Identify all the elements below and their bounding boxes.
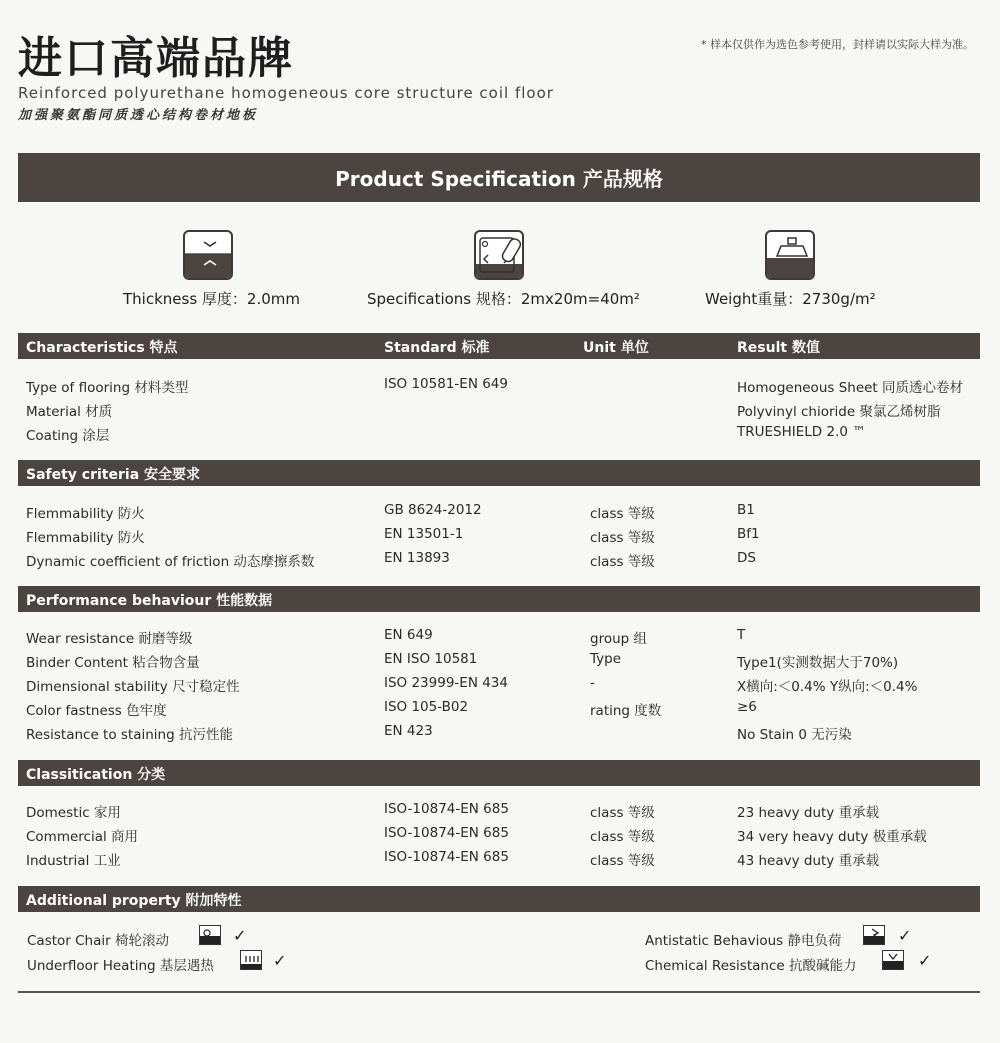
cell-standard: ISO 23999-EN 434 — [384, 675, 508, 691]
thickness-icon — [183, 230, 233, 280]
cell-result: DS — [737, 550, 756, 566]
table-row — [18, 696, 980, 720]
underfloor-heating-icon — [240, 950, 262, 970]
cell-characteristic: Domestic 家用 — [26, 805, 121, 821]
table-row — [18, 523, 980, 547]
column-unit: Unit 单位 — [583, 340, 649, 356]
cell-characteristic: Resistance to staining 抗污性能 — [26, 727, 233, 743]
subtitle-english: Reinforced polyurethane homogeneous core structure coil floor — [18, 84, 554, 102]
cell-result: No Stain 0 无污染 — [737, 727, 852, 743]
column-result: Result 数值 — [737, 340, 820, 356]
underfloor-heating-check: ✓ — [273, 951, 287, 970]
cell-result: 43 heavy duty 重承载 — [737, 853, 880, 869]
cell-standard: EN 423 — [384, 723, 433, 739]
cell-characteristic: Industrial 工业 — [26, 853, 121, 869]
column-characteristics: Characteristics 特点 — [26, 340, 178, 356]
table-row — [18, 624, 980, 648]
cell-result: TRUESHIELD 2.0 ™ — [737, 424, 866, 440]
cell-unit: class 等级 — [590, 530, 655, 546]
cell-characteristic: Flemmability 防火 — [26, 506, 145, 522]
table-row — [18, 499, 980, 523]
table-row — [18, 373, 980, 397]
cell-result: Homogeneous Sheet 同质透心卷材 — [737, 380, 964, 396]
additional-header — [18, 886, 980, 912]
cell-standard: ISO 105-B02 — [384, 699, 469, 715]
table-row — [18, 720, 980, 744]
cell-characteristic: Dimensional stability 尺寸稳定性 — [26, 679, 240, 695]
table-row — [18, 397, 980, 421]
table-row — [18, 822, 980, 846]
weight-icon — [765, 230, 815, 280]
section-title: Safety criteria 安全要求 — [26, 467, 201, 483]
cell-unit: - — [590, 675, 595, 691]
cell-result: ≥6 — [737, 699, 757, 715]
castor-chair-icon — [199, 925, 221, 945]
antistatic-label: Antistatic Behavious 静电负荷 — [645, 933, 842, 949]
bottom-divider — [18, 991, 980, 993]
cell-standard: EN 13893 — [384, 550, 450, 566]
castor-chair-check: ✓ — [233, 926, 247, 945]
cell-result: 34 very heavy duty 极重承载 — [737, 829, 927, 845]
cell-standard: EN 13501-1 — [384, 526, 464, 542]
cell-unit: class 等级 — [590, 829, 655, 845]
cell-standard: EN ISO 10581 — [384, 651, 478, 667]
cell-characteristic: Type of flooring 材料类型 — [26, 380, 189, 396]
characteristics-header — [18, 333, 980, 359]
table-row — [18, 648, 980, 672]
size-spec: Specifications 规格：2mx20m=40m² — [367, 290, 640, 308]
cell-characteristic: Dynamic coefficient of friction 动态摩擦系数 — [26, 554, 315, 570]
page-title: 进口高端品牌 — [18, 33, 294, 84]
antistatic-icon — [863, 925, 885, 945]
cell-result: 23 heavy duty 重承载 — [737, 805, 880, 821]
performance-header — [18, 586, 980, 612]
antistatic-check: ✓ — [898, 926, 912, 945]
cell-result: Bf1 — [737, 526, 760, 542]
cell-result: B1 — [737, 502, 755, 518]
underfloor-heating-label: Underfloor Heating 基层遇热 — [27, 958, 214, 974]
table-row — [18, 846, 980, 870]
cell-unit: class 等级 — [590, 805, 655, 821]
cell-unit: class 等级 — [590, 554, 655, 570]
cell-unit: group 组 — [590, 631, 647, 647]
cell-characteristic: Wear resistance 耐磨等级 — [26, 631, 193, 647]
cell-standard: EN 649 — [384, 627, 433, 643]
cell-result: Polyvinyl chioride 聚氯乙烯树脂 — [737, 404, 941, 420]
cell-characteristic: Flemmability 防火 — [26, 530, 145, 546]
sample-note: * 样本仅供作为选色参考使用，封样请以实际大样为准。 — [701, 38, 974, 51]
chemical-resistance-icon — [882, 950, 904, 970]
table-row — [18, 421, 980, 445]
thickness-spec: Thickness 厚度：2.0mm — [123, 290, 300, 308]
cell-characteristic: Material 材质 — [26, 404, 113, 420]
cell-characteristic: Commercial 商用 — [26, 829, 139, 845]
cell-characteristic: Binder Content 粘合物含量 — [26, 655, 200, 671]
section-title: Classitication 分类 — [26, 767, 166, 783]
cell-result: X横向:＜0.4% Y纵向:＜0.4% — [737, 679, 918, 695]
cell-unit: class 等级 — [590, 853, 655, 869]
cell-standard: ISO-10874-EN 685 — [384, 825, 509, 841]
chemical-resistance-check: ✓ — [918, 951, 932, 970]
roll-icon — [474, 230, 524, 280]
cell-standard: GB 8624-2012 — [384, 502, 482, 518]
cell-unit: rating 度数 — [590, 703, 662, 719]
table-row — [18, 672, 980, 696]
safety-header — [18, 460, 980, 486]
cell-result: T — [737, 627, 746, 643]
column-standard: Standard 标准 — [384, 340, 490, 356]
table-row — [18, 798, 980, 822]
section-title: Additional property 附加特性 — [26, 893, 242, 909]
cell-unit: Type — [590, 651, 622, 667]
section-title: Performance behaviour 性能数据 — [26, 593, 273, 609]
table-row — [18, 547, 980, 571]
cell-result: Type1(实测数据大于70%) — [737, 655, 899, 671]
chemical-resistance-label: Chemical Resistance 抗酸碱能力 — [645, 958, 857, 974]
classification-header — [18, 760, 980, 786]
weight-spec: Weight重量：2730g/m² — [705, 290, 876, 308]
cell-unit: class 等级 — [590, 506, 655, 522]
castor-chair-label: Castor Chair 椅轮滚动 — [27, 933, 169, 949]
subtitle-chinese: 加强聚氨酯同质透心结构卷材地板 — [18, 108, 259, 123]
cell-standard: ISO 10581-EN 649 — [384, 376, 508, 392]
cell-standard: ISO-10874-EN 685 — [384, 849, 509, 865]
spec-banner: Product Specification 产品规格 — [18, 153, 980, 202]
cell-characteristic: Color fastness 色牢度 — [26, 703, 167, 719]
cell-characteristic: Coating 涂层 — [26, 428, 110, 444]
cell-standard: ISO-10874-EN 685 — [384, 801, 509, 817]
